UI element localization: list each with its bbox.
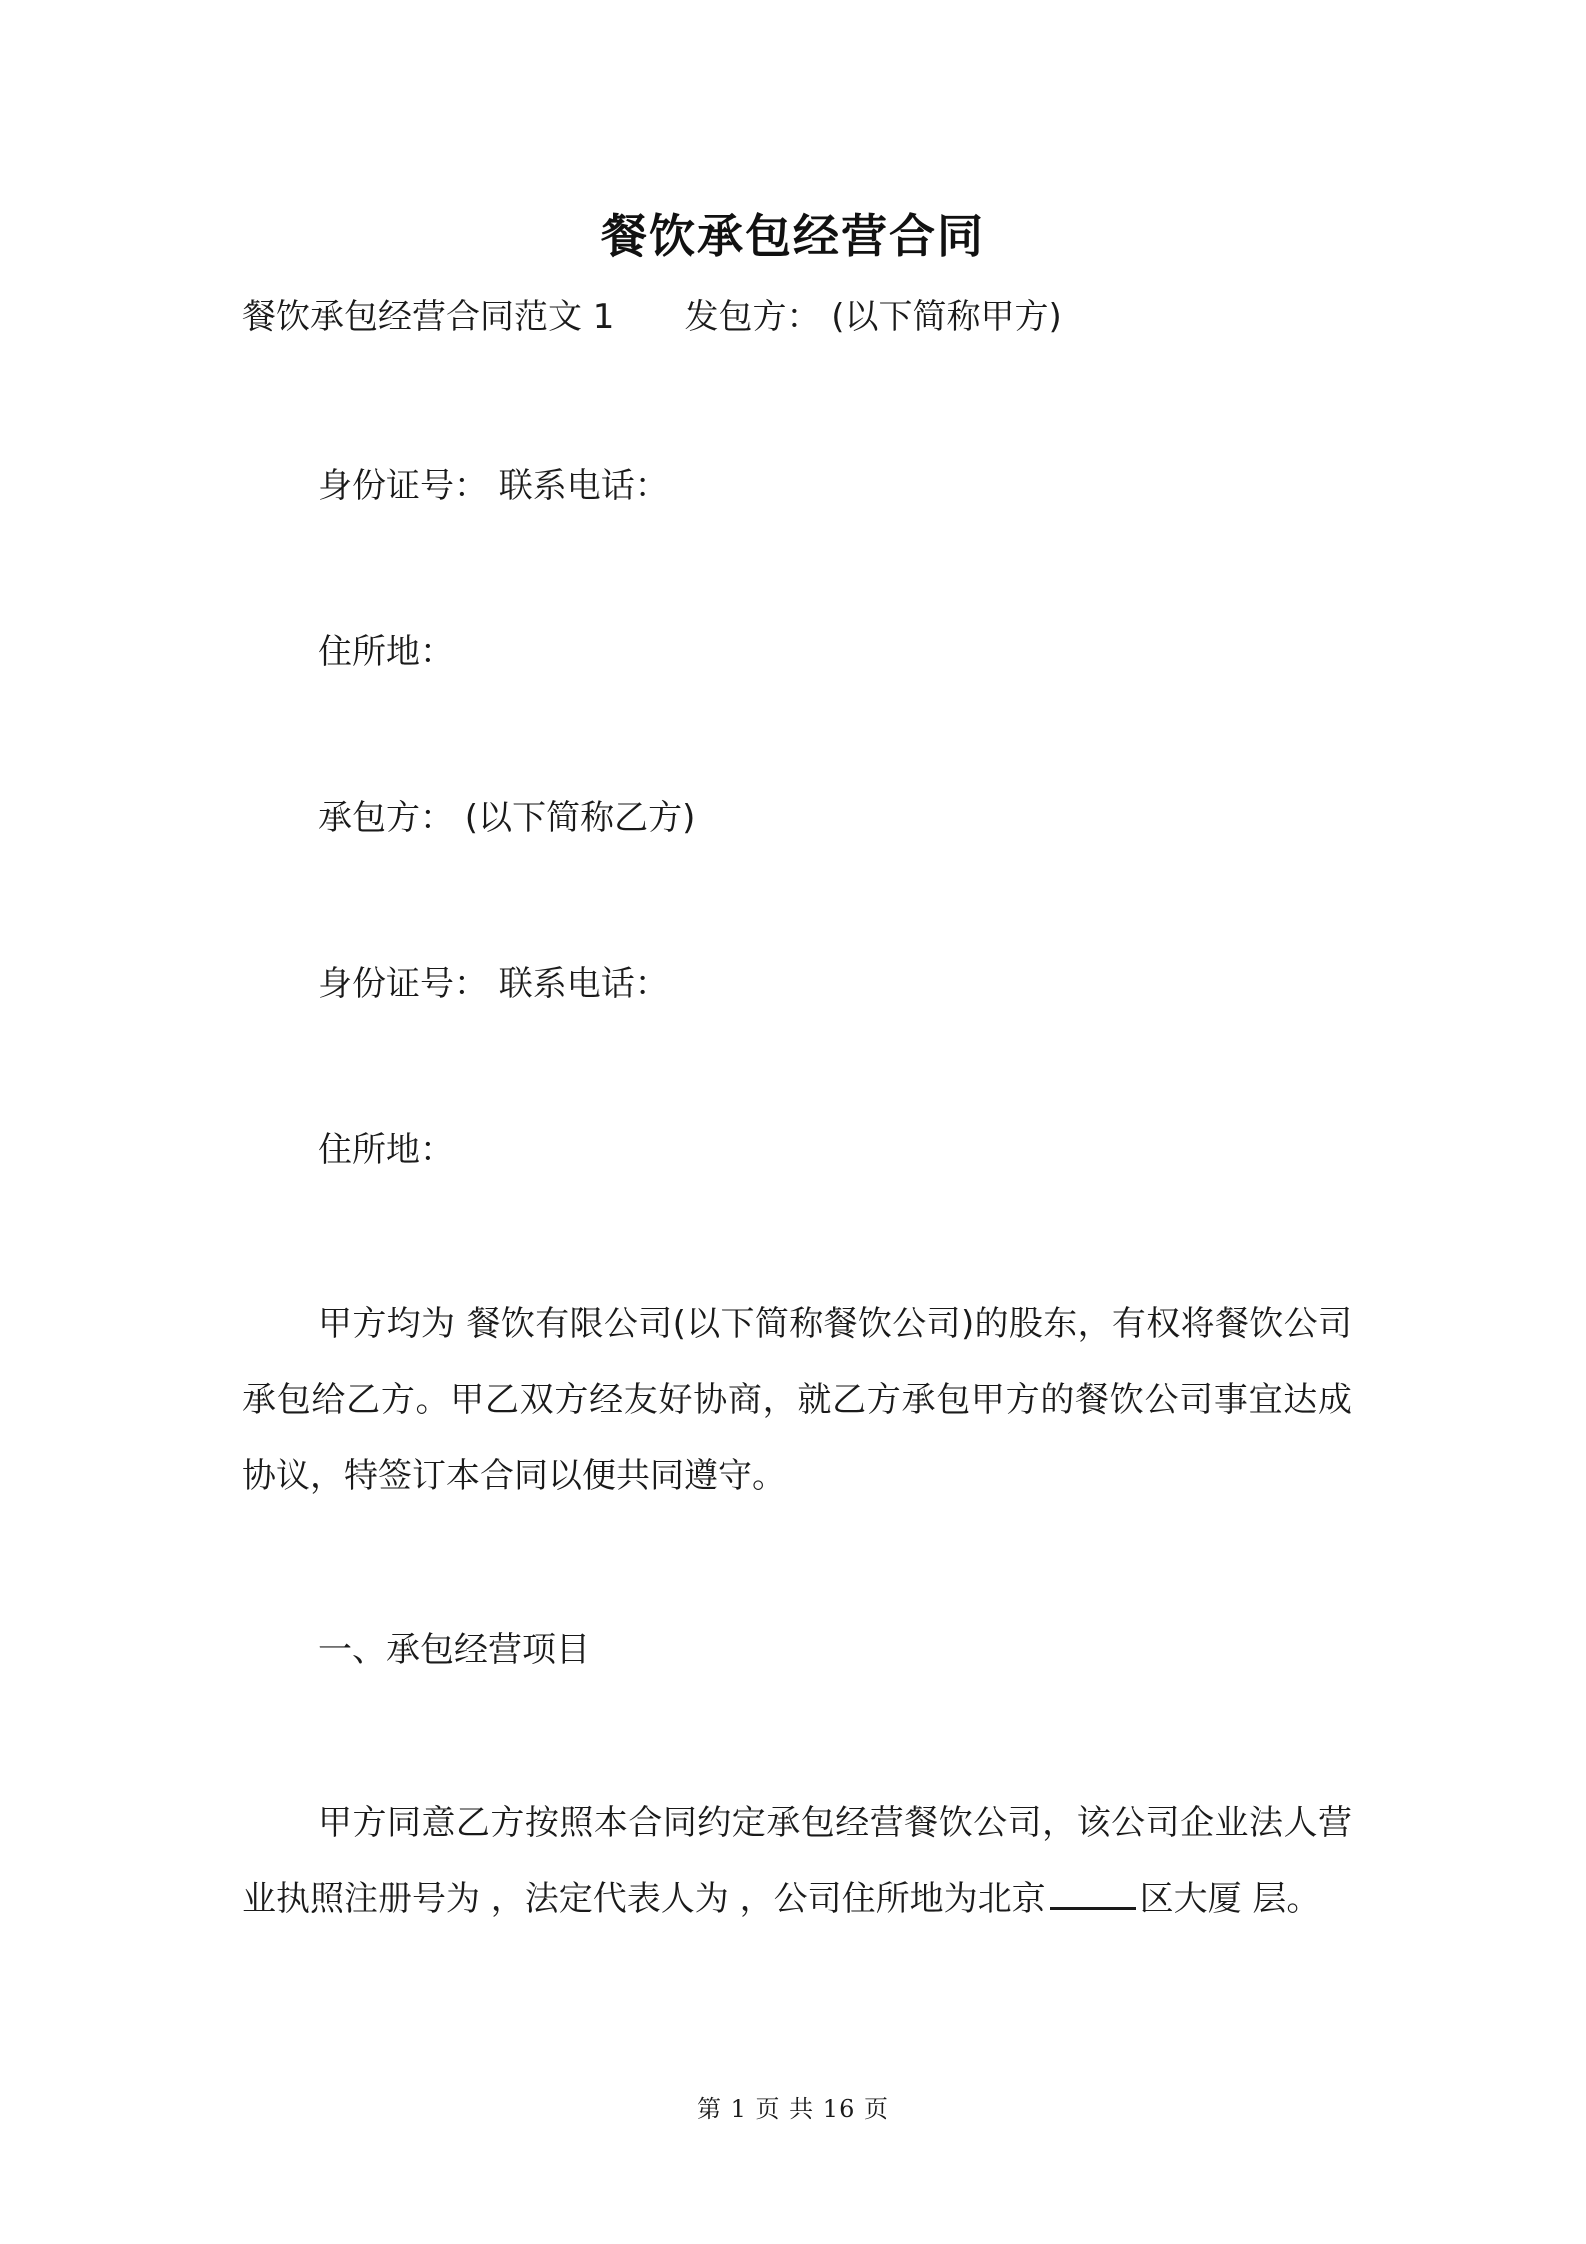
fill-blank-district (1050, 1873, 1136, 1910)
subtitle-left: 餐饮承包经营合同范文 1 (242, 297, 615, 337)
intro-paragraph: 甲方均为 餐饮有限公司(以下简称餐饮公司)的股东，有权将餐饮公司承包给乙方。甲乙双方经友好协商，就乙方承包甲方的餐饮公司事宜达成协议，特签订本合同以便共同遵守。 (242, 1304, 1352, 1496)
page-footer: 第 1 页 共 16 页 (697, 2095, 889, 2123)
party-a-address: 住所地： (318, 632, 454, 672)
party-a-id-line: 身份证号： 联系电话： (318, 466, 669, 506)
party-b-line: 承包方： (以下简称乙方) (318, 798, 696, 838)
party-b-id-line: 身份证号： 联系电话： (318, 964, 669, 1004)
subtitle-right: 发包方： (以下简称甲方) (684, 297, 1062, 337)
subtitle-line (242, 297, 1062, 337)
section-1-heading: 一、承包经营项目 (318, 1630, 590, 1670)
section-1-paragraph (242, 1785, 1352, 1937)
party-b-address: 住所地： (318, 1130, 454, 1170)
section-1-para-start: 甲方同意乙方按照本合同约定承包经营餐饮公司，该公司企业法人营业执照注册号为 ，法定代表人为 ，公司住所地为北京 (242, 1803, 1352, 1919)
section-1-para-end: 区大厦 层。 (1139, 1879, 1321, 1919)
document-title: 餐饮承包经营合同 (601, 209, 985, 263)
